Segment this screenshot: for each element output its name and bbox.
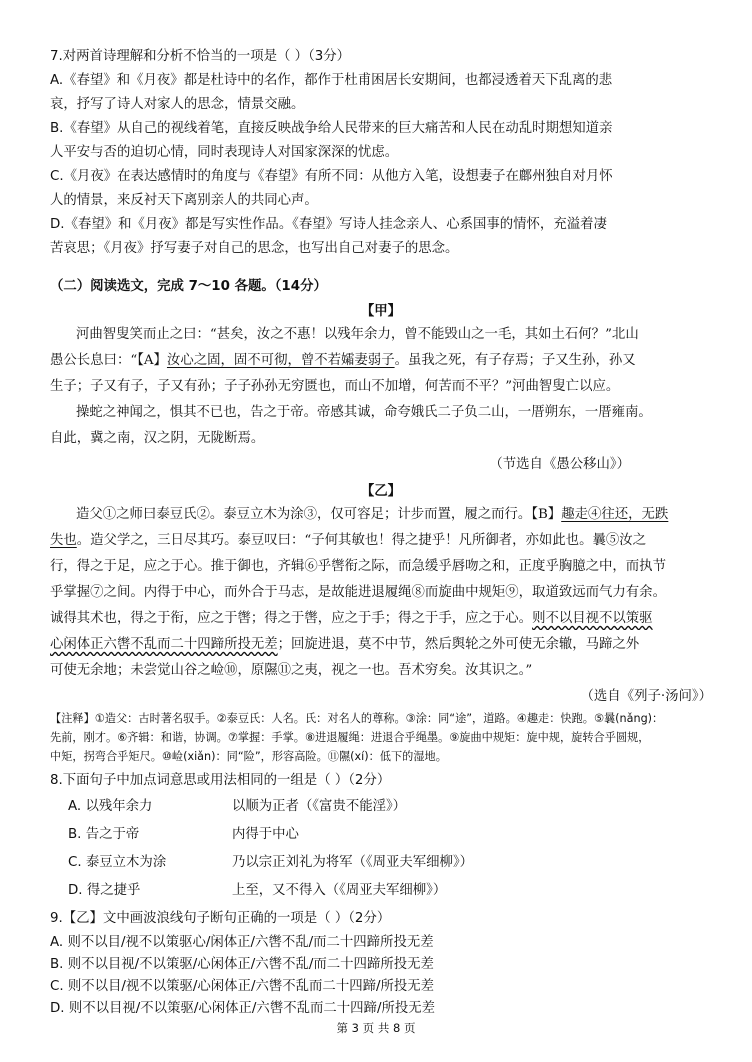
jia-p1-line2 (50, 350, 712, 372)
q9-option-c: C. 则不以目/视不以策驱/心闲体正/六辔不乱而二十四蹄/所投无差 (50, 979, 435, 994)
jia-p1-line3: 生子；子又有子，子又有孙；子子孙孙无穷匮也，而山不加增，何苦而不平？”河曲智叟亡以应。 (50, 379, 620, 394)
q7-option-b-line1: B.《春望》从自己的视线着笔，直接反映战争给人民带来的巨大痛苦和人民在动乱时期想知道亲 (50, 121, 613, 136)
q7-option-d-line1: D.《春望》和《月夜》都是写实性作品。《春望》写诗人挂念亲人、心系国事的情怀，充溢着凄 (50, 217, 607, 232)
q9-option-d: D. 则不以目视/不以策驱/心闲体正/六辔不乱而二十四蹄/所投无差 (50, 1001, 436, 1016)
yi-line7: 可使无余地；未尝觉山谷之崄⑩，原隰⑪之夷，视之一也。吾术穷矣。汝其识之。” (50, 663, 533, 678)
yi-line1-text: 造父①之师曰泰豆氏②。泰豆立木为涂③，仅可容足；计步而置，履之而行。【B】 (76, 507, 562, 522)
yi-title: 【乙】 (360, 483, 402, 499)
q7-title: 7.对两首诗理解和分析不恰当的一项是（ ）（3分） (50, 49, 351, 64)
jia-source: （节选自《愚公移山》） (489, 457, 630, 472)
q7-option-b-line2: 人平安与否的迫切心情，同时表现诗人对国家深深的忧虑。 (50, 145, 399, 160)
jia-p1-line2-rest: 。虽我之死，有子存焉；子又生孙，孙又 (394, 353, 636, 368)
q9-option-a: A. 则不以目/视不以策驱心/闲体正/六辔不乱/而二十四蹄所投无差 (50, 935, 434, 950)
q8-option-d-left: D. 得之捷乎 (68, 883, 141, 898)
yi-line2 (50, 530, 712, 552)
q7-option-c-line1: C.《月夜》在表达感情时的角度与《春望》有所不同：从他方入笔，设想妻子在鄜州独自对月怀 (50, 169, 613, 184)
jia-title: 【甲】 (360, 303, 402, 319)
q8-option-c (68, 852, 708, 874)
notes-line1: 【注释】①造父：古时著名驭手。②泰豆氏：人名。氏：对名人的尊称。③涂：同“途”，道路。④趣走：快跑。⑤曩(nǎng)： (50, 712, 664, 725)
q8-option-a-right: 以顺为正者（《富贵不能淫》） (232, 799, 407, 814)
q8-title: 8.下面句子中加点词意思或用法相同的一组是（ ）（2分） (50, 773, 391, 788)
q8-option-d (68, 880, 708, 902)
q9-title: 9.【乙】文中画波浪线句子断句正确的一项是（ ）（2分） (50, 911, 391, 926)
wavy-sentence-part2: 心闲体正六辔不乱而二十四蹄所投无差 (50, 637, 278, 652)
q8-option-a-left: A. 以残年余力 (68, 799, 153, 814)
section-heading: （二）阅读选文，完成 7～10 各题。（14分） (50, 279, 327, 294)
q7-option-d-line2: 苦哀思；《月夜》抒写妻子对自己的思念，也写出自己对妻子的思念。 (50, 241, 459, 256)
q8-option-c-right: 乃以宗正刘礼为将军（《周亚夫军细柳》） (232, 855, 474, 870)
yi-line3: 行，得之于足，应之于心。推于御也，齐辑⑥乎辔衔之际，而急缓乎唇吻之和，正度乎胸臆之中，而执节 (50, 559, 666, 574)
marker-a: 愚公长息曰：“【A】 (50, 353, 167, 368)
jia-p1-line1: 河曲智叟笑而止之曰：“甚矣，汝之不惠！以残年余力，曾不能毁山之一毛，其如土石何？”北山 (76, 327, 639, 342)
wavy-sentence-part1: 则不以目视不以策驱 (532, 611, 653, 626)
q8-option-d-right: 上至，又不得入（《周亚夫军细柳》） (232, 883, 447, 898)
yi-line5-text: 诚得其术也，得之于衔，应之于辔；得之于辔，应之于手；得之于手，应之于心。 (50, 611, 533, 626)
yi-line1 (76, 504, 712, 526)
q8-option-b (68, 824, 708, 846)
jia-p2-line1: 操蛇之神闻之，惧其不已也，告之于帝。帝感其诚，命夸娥氏二子负二山，一厝朔东，一厝雍南。 (76, 405, 652, 420)
q8-option-c-left: C. 泰豆立木为涂 (68, 855, 167, 870)
underlined-sentence-a: 汝心之固，固不可彻，曾不若孀妻弱子 (166, 353, 395, 368)
yi-line5 (50, 608, 712, 630)
q7-option-c-line2: 人的情景，来反衬天下离别亲人的共同心声。 (50, 193, 318, 208)
notes-line2: 先前，刚才。⑥齐辑：和谐，协调。⑦掌握：手掌。⑧进退履绳：进退合乎绳墨。⑨旋曲中规矩：旋中规，旋转合乎圆规， (50, 731, 650, 744)
q9-option-b: B. 则不以目视/不以策驱/心闲体正/六辔不乱/而二十四蹄所投无差 (50, 957, 434, 972)
q8-option-a (68, 796, 708, 818)
yi-line6 (50, 634, 712, 656)
q8-option-b-right: 内得于中心 (232, 827, 299, 842)
q7-option-a-line1: A.《春望》和《月夜》都是杜诗中的名作，都作于杜甫困居长安期间，也都浸透着天下乱离的悲 (50, 73, 613, 88)
q7-option-a-line2: 哀，抒写了诗人对家人的思念，情景交融。 (50, 97, 305, 112)
jia-p2-line2: 自此，冀之南，汉之阴，无陇断焉。 (50, 431, 265, 446)
yi-line2-rest: 。造父学之，三日尽其巧。泰豆叹曰：“子何其敏也！得之捷乎！凡所御者，亦如此也。曩⑤汝之 (76, 533, 647, 548)
yi-source: （选自《列子·汤问》） (580, 689, 712, 704)
notes-line3: 中矩，拐弯合乎矩尺。⑩崄(xiǎn)：同“险”，形容高险。⑪隰(xí)：低下的湿地。 (50, 750, 447, 763)
q8-option-b-left: B. 告之于帝 (68, 827, 140, 842)
page-footer: 第 3 页 共 8 页 (336, 1021, 416, 1035)
yi-line4: 乎掌握⑦之间。内得于中心，而外合于马志，是故能进退履绳⑧而旋曲中规矩⑨，取道致远而气力有余。 (50, 585, 666, 600)
underlined-sentence-b-part2: 失也 (50, 533, 77, 548)
yi-line6-rest: ；回旋进退，莫不中节，然后舆轮之外可使无余辙，马蹄之外 (277, 637, 640, 652)
underlined-sentence-b-part1: 趣走④往还，无跌 (561, 507, 669, 522)
